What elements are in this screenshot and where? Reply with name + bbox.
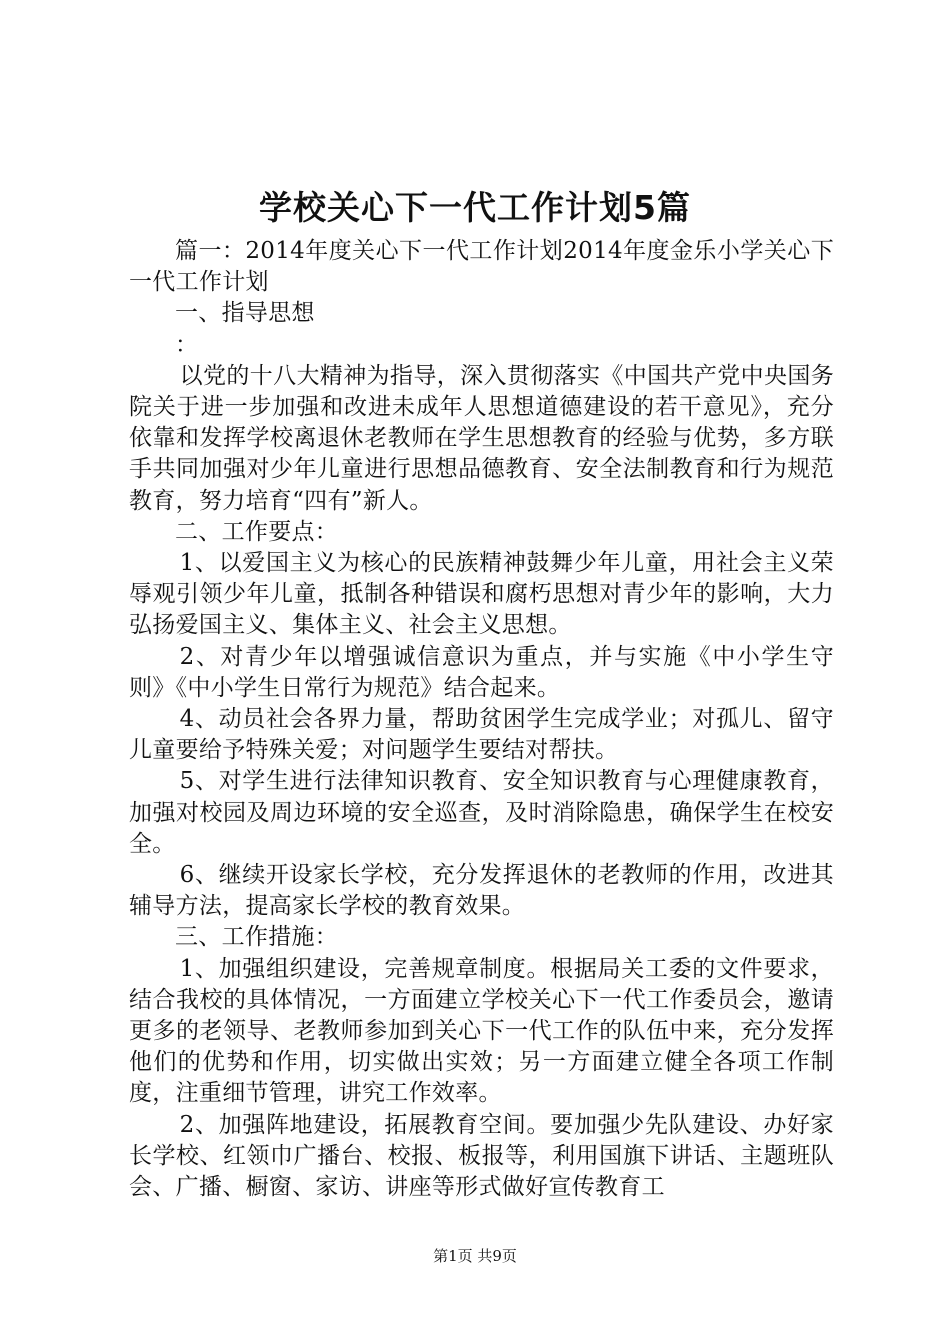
paragraph-point-4: 4、动员社会各界力量，帮助贫困学生完成学业；对孤儿、留守儿童要给予特殊关爱；对问题学生要结对帮扶。: [129, 706, 834, 764]
paragraph-point-6: 6、继续开设家长学校，充分发挥退休的老教师的作用，改进其辅导方法，提高家长学校的教育效果。: [129, 862, 834, 920]
paragraph-point-2: 2、对青少年以增强诚信意识为重点，并与实施《中小学生守则》《中小学生日常行为规范》结合起来。: [129, 643, 834, 701]
paragraph-guiding-thought: 以党的十八大精神为指导，深入贯彻落实《中国共产党中央国务院关于进一步加强和改进未成年人思想道德建设的若干意见》，充分依靠和发挥学校离退休老教师在学生思想教育的经验与优势，多方联手共同加强对少年儿童进行思想品德教育、安全法制教育和行为规范教育，努力培育“四有”新人。: [129, 362, 834, 514]
paragraph-point-1: 1、以爱国主义为核心的民族精神鼓舞少年儿童，用社会主义荣辱观引领少年儿童，抵制各种错误和腐朽思想对青少年的影响，大力弘扬爱国主义、集体主义、社会主义思想。: [129, 550, 834, 639]
paragraph-measure-2: 2、加强阵地建设，拓展教育空间。要加强少先队建设、办好家长学校、红领巾广播台、校报、板报等，利用国旗下讲话、主题班队会、广播、橱窗、家访、讲座等形式做好宣传教育工: [129, 1111, 834, 1201]
paragraph-measure-1: 1、加强组织建设，完善规章制度。根据局关工委的文件要求，结合我校的具体情况，一方面建立学校关心下一代工作委员会，邀请更多的老领导、老教师参加到关心下一代工作的队伍中来，充分发挥他们的优势和作用，切实做出实效；另一方面建立健全各项工作制度，注重细节管理，讲究工作效率。: [129, 955, 834, 1107]
section-heading-guiding-thought: 一、指导思想: [175, 300, 315, 327]
paragraph-intro: 篇一：2014年度关心下一代工作计划2014年度金乐小学关心下一代工作计划: [129, 238, 834, 296]
document-title: 学校关心下一代工作计划5篇: [259, 188, 691, 227]
section-heading-measures: 三、工作措施：: [175, 924, 339, 951]
paragraph-colon: ：: [175, 331, 199, 358]
document-body: [129, 236, 834, 1203]
page-footer: 第1页 共9页: [433, 1247, 517, 1265]
section-heading-work-points: 二、工作要点：: [175, 518, 339, 545]
paragraph-point-5: 5、对学生进行法律知识教育、安全知识教育与心理健康教育，加强对校园及周边环境的安全巡查，及时消除隐患，确保学生在校安全。: [129, 768, 834, 857]
